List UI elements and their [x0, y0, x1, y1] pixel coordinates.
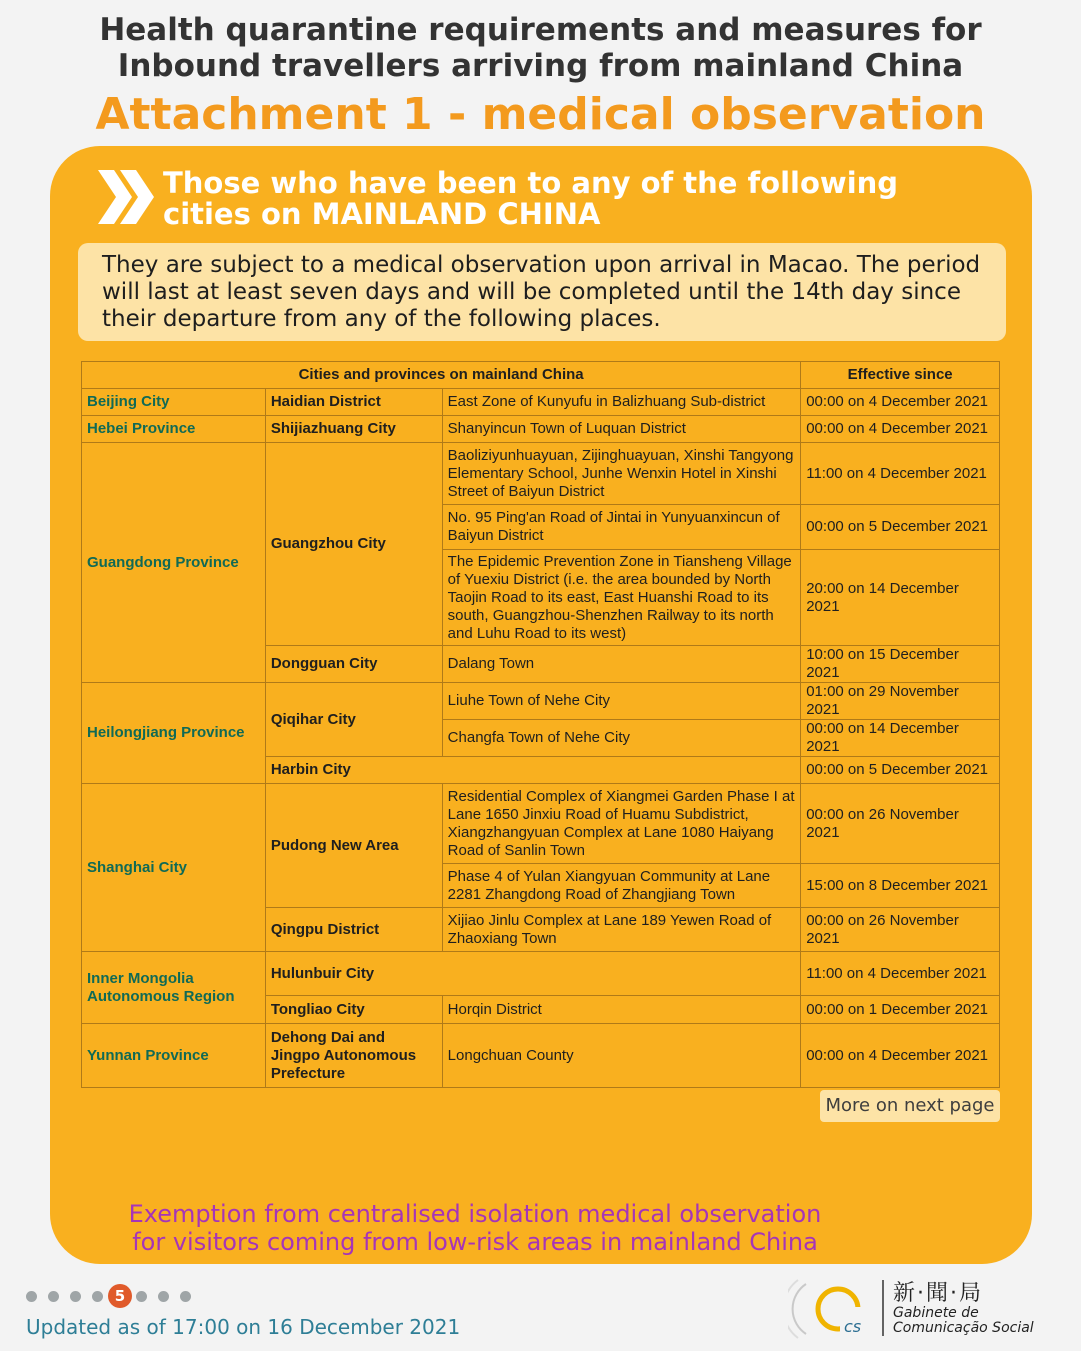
area-cell: Longchuan County [442, 1024, 801, 1088]
area-cell: Phase 4 of Yulan Xiangyuan Community at Lane 2281 Zhangdong Road of Zhangjiang Town [442, 864, 801, 908]
city-cell: Dongguan City [265, 646, 442, 683]
city-cell: Qiqihar City [265, 683, 442, 757]
province-cell: Guangdong Province [82, 443, 266, 683]
logo-line-1: Gabinete de [893, 1305, 979, 1321]
double-chevron-icon [96, 168, 156, 226]
effective-cell: 11:00 on 4 December 2021 [801, 443, 1000, 505]
effective-cell: 01:00 on 29 November 2021 [801, 683, 1000, 720]
city-cell: Qingpu District [265, 908, 442, 952]
updated-timestamp: Updated as of 17:00 on 16 December 2021 [26, 1315, 461, 1339]
table-row [82, 683, 1000, 720]
city-cell: Harbin City [265, 757, 800, 784]
city-cell: Shijiazhuang City [265, 416, 442, 443]
province-cell: Heilongjiang Province [82, 683, 266, 784]
table-row [82, 416, 1000, 443]
exemption-line-1: Exemption from centralised isolation medical observation [128, 1200, 822, 1228]
header-effective: Effective since [801, 362, 1000, 389]
page-dot[interactable] [158, 1291, 169, 1302]
effective-cell: 15:00 on 8 December 2021 [801, 864, 1000, 908]
section-heading-line-1: Those who have been to any of the following [163, 166, 899, 200]
logo-chinese-text: 新·聞·局 [893, 1281, 983, 1306]
province-cell: Beijing City [82, 389, 266, 416]
header-places: Cities and provinces on mainland China [82, 362, 801, 389]
page-dot[interactable] [180, 1291, 191, 1302]
svg-text:cs: cs [844, 1317, 862, 1336]
area-cell: Residential Complex of Xiangmei Garden Phase I at Lane 1650 Jinxiu Road of Huamu Subdistrict, Xiangzhangyuan Complex at Lane 1080 Haiyang Road of Sanlin Town [442, 784, 801, 864]
area-cell: Baoliziyunhuayuan, Zijinghuayuan, Xinshi Tangyong Elementary School, Junhe Wenxin Hotel in Xinshi Street of Baiyun District [442, 443, 801, 505]
observation-note-box [78, 243, 1006, 341]
city-cell: Haidian District [265, 389, 442, 416]
area-cell: Shanyincun Town of Luquan District [442, 416, 801, 443]
exemption-line-2: for visitors coming from low-risk areas in mainland China [132, 1228, 818, 1256]
effective-cell: 00:00 on 4 December 2021 [801, 416, 1000, 443]
effective-cell: 00:00 on 4 December 2021 [801, 389, 1000, 416]
area-cell: The Epidemic Prevention Zone in Tiansheng Village of Yuexiu District (i.e. the area bounded by North Taojin Road to its east, East Huanshi Road to its south, Guangzhou-Shenzhen Railway to its north and Luhu Road to its west) [442, 550, 801, 646]
province-cell: Shanghai City [82, 784, 266, 952]
title-line-1: Health quarantine requirements and measures for [99, 12, 982, 48]
effective-cell: 20:00 on 14 December 2021 [801, 550, 1000, 646]
effective-cell: 00:00 on 26 November 2021 [801, 784, 1000, 864]
table-row [82, 1024, 1000, 1088]
table-row [82, 952, 1000, 996]
more-on-next-page-button[interactable]: More on next page [820, 1090, 1000, 1122]
area-cell: No. 95 Ping'an Road of Jintai in Yunyuanxincun of Baiyun District [442, 505, 801, 550]
table-header-row [82, 362, 1000, 389]
effective-cell: 00:00 on 14 December 2021 [801, 720, 1000, 757]
effective-cell: 00:00 on 5 December 2021 [801, 757, 1000, 784]
city-cell: Guangzhou City [265, 443, 442, 646]
table-row [82, 443, 1000, 505]
attachment-subtitle: Attachment 1 - medical observation [95, 89, 986, 140]
table-row [82, 784, 1000, 864]
area-cell: Xijiao Jinlu Complex at Lane 189 Yewen Road of Zhaoxiang Town [442, 908, 801, 952]
area-cell: East Zone of Kunyufu in Balizhuang Sub-district [442, 389, 801, 416]
province-cell: Inner Mongolia Autonomous Region [82, 952, 266, 1024]
section-heading-line-2: cities on MAINLAND CHINA [163, 197, 601, 231]
effective-cell: 00:00 on 1 December 2021 [801, 996, 1000, 1024]
effective-cell: 00:00 on 5 December 2021 [801, 505, 1000, 550]
area-cell: Changfa Town of Nehe City [442, 720, 801, 757]
city-cell: Dehong Dai and Jingpo Autonomous Prefecture [265, 1024, 442, 1088]
page-dot[interactable] [92, 1291, 103, 1302]
province-cell: Yunnan Province [82, 1024, 266, 1088]
effective-cell: 10:00 on 15 December 2021 [801, 646, 1000, 683]
city-cell: Tongliao City [265, 996, 442, 1024]
page-dot[interactable] [136, 1291, 147, 1302]
effective-cell: 00:00 on 26 November 2021 [801, 908, 1000, 952]
city-cell: Hulunbuir City [265, 952, 800, 996]
area-cell: Liuhe Town of Nehe City [442, 683, 801, 720]
title-line-2: Inbound travellers arriving from mainland China [117, 48, 964, 84]
exemption-link[interactable] [100, 1200, 850, 1256]
section-heading [163, 168, 898, 230]
observation-note-text: They are subject to a medical observation upon arrival in Macao. The period will last at least seven days and will be completed until the 14th day since their departure from any of the following places. [102, 252, 981, 332]
page-dot[interactable] [48, 1291, 59, 1302]
city-cell: Pudong New Area [265, 784, 442, 908]
table-row [82, 389, 1000, 416]
logo-line-2: Comunicação Social [893, 1320, 1034, 1336]
area-cell: Horqin District [442, 996, 801, 1024]
area-cell: Dalang Town [442, 646, 801, 683]
province-cell: Hebei Province [82, 416, 266, 443]
page-dot[interactable] [26, 1291, 37, 1302]
effective-cell: 00:00 on 4 December 2021 [801, 1024, 1000, 1088]
locations-table [81, 361, 1000, 1088]
effective-cell: 11:00 on 4 December 2021 [801, 952, 1000, 996]
current-page-dot[interactable]: 5 [108, 1284, 132, 1308]
page-dot[interactable] [70, 1291, 81, 1302]
logo-portuguese-text [893, 1306, 1034, 1336]
